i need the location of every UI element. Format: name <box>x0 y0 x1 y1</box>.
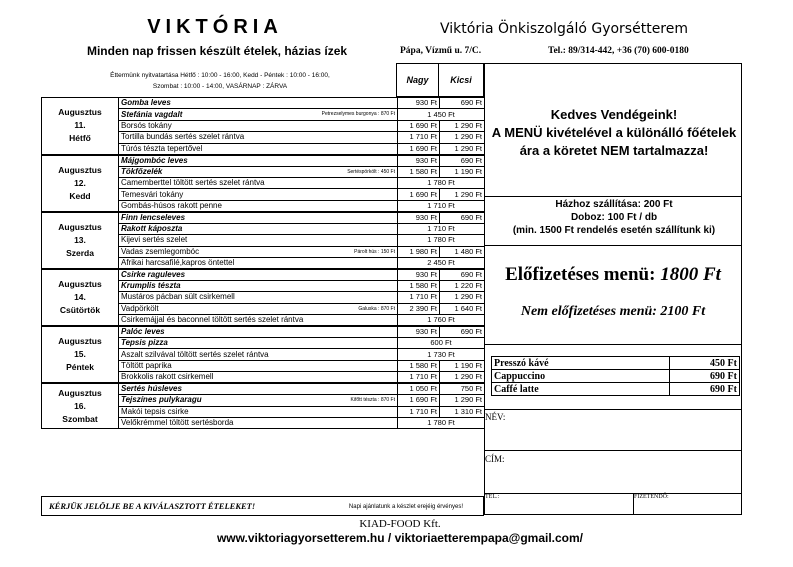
address-field[interactable] <box>484 450 742 494</box>
price-single: 1 760 Ft <box>398 315 485 327</box>
dish-name-text: Krumplis tészta <box>121 281 181 291</box>
dish-name <box>119 155 398 167</box>
opening-hours <box>70 70 370 92</box>
dish-name-text: Aszalt szilvával töltött sertés szelet rántva <box>121 349 269 359</box>
price-large: 930 Ft <box>398 98 440 109</box>
drink-name: Presszó kávé <box>492 357 670 370</box>
day-label <box>42 98 119 155</box>
side-note: Petrezselymes burgonya : 870 Ft <box>321 111 395 118</box>
price-large: 930 Ft <box>398 326 440 338</box>
price-small: 690 Ft <box>440 98 485 109</box>
day-label-line: Augusztus <box>58 278 102 289</box>
dish-name <box>119 292 398 303</box>
day-label <box>42 326 119 383</box>
side-note: Kifőtt tészta : 870 Ft <box>350 397 395 404</box>
dish-name-text: Tejszínes pulykaragu <box>121 395 202 405</box>
price-small: 1 480 Ft <box>440 246 485 257</box>
price-small: 1 290 Ft <box>440 143 485 155</box>
day-label-line: Szombat <box>62 413 98 424</box>
price-large: 1 710 Ft <box>398 292 440 303</box>
drink-price: 450 Ft <box>670 357 740 370</box>
drink-name: Cappuccino <box>492 370 670 383</box>
dish-name-text: Camemberttel töltött sertés szelet rántva <box>121 178 265 188</box>
subscription-menu-price <box>484 264 742 286</box>
day-label-line: Szerda <box>66 247 94 258</box>
dish-name-text: Vadpörkölt <box>121 303 159 313</box>
menu-row[interactable] <box>42 212 485 224</box>
side-note: Sertéspörkölt : 450 Ft <box>347 168 395 175</box>
dish-name <box>119 189 398 200</box>
slogan: Minden nap frissen készült ételek, házias ízek <box>86 44 348 58</box>
dish-name-text: Csirke raguleves <box>121 269 186 279</box>
offer-note: Napi ajánlatunk a készlet erejéig érvényes! <box>348 504 463 510</box>
price-single: 1 780 Ft <box>398 177 485 188</box>
dish-name <box>119 360 398 371</box>
menu-row[interactable] <box>42 326 485 338</box>
day-label-line: 12. <box>74 177 86 188</box>
price-small: 1 290 Ft <box>440 372 485 384</box>
price-single: 2 450 Ft <box>398 257 485 269</box>
dish-name <box>119 349 398 360</box>
dish-name <box>119 98 398 109</box>
drink-row[interactable] <box>492 383 740 396</box>
price-large: 1 710 Ft <box>398 372 440 384</box>
dish-name <box>119 418 398 429</box>
dish-name-text: Finn lencseleves <box>121 212 186 222</box>
price-small: 1 290 Ft <box>440 189 485 200</box>
menu-row[interactable] <box>42 98 485 109</box>
dish-name-text: Gomba leves <box>121 98 171 108</box>
dish-name-text: Velőkrémmel töltött sertésborda <box>121 418 234 428</box>
price-large: 1 580 Ft <box>398 166 440 177</box>
price-large: 1 980 Ft <box>398 246 440 257</box>
dish-name <box>119 326 398 338</box>
delivery-text <box>487 198 741 237</box>
price-small: 1 290 Ft <box>440 132 485 143</box>
price-large: 1 050 Ft <box>398 383 440 395</box>
subscription-label: Előfizetéses menü: <box>505 264 656 285</box>
price-large: 1 580 Ft <box>398 360 440 371</box>
price-small: 690 Ft <box>440 155 485 167</box>
column-header-small: Kicsi <box>438 63 484 97</box>
dish-name-text: Brokkolis rakott csirkemell <box>121 372 214 382</box>
dish-name-text: Tökfőzelék <box>121 166 163 176</box>
name-field[interactable] <box>484 409 742 451</box>
price-large: 1 690 Ft <box>398 120 440 131</box>
side-note: Párolt hús : 150 Ft <box>354 248 395 255</box>
dish-name <box>119 280 398 291</box>
price-small: 1 190 Ft <box>440 166 485 177</box>
price-large: 1 580 Ft <box>398 280 440 291</box>
day-label-line: Augusztus <box>58 387 102 398</box>
company-name: KIAD-FOOD Kft. <box>359 518 441 530</box>
price-large: 1 690 Ft <box>398 395 440 406</box>
dish-name <box>119 269 398 281</box>
name-label: NÉV: <box>485 412 506 422</box>
dish-name <box>119 257 398 269</box>
dish-name <box>119 406 398 417</box>
column-header-large: Nagy <box>396 63 439 97</box>
dish-name-text: Sertés húsleves <box>121 384 182 394</box>
day-label <box>42 212 119 269</box>
price-large: 930 Ft <box>398 212 440 224</box>
price-single: 1 710 Ft <box>398 223 485 234</box>
subscription-price: 1800 Ft <box>660 264 721 285</box>
dish-name <box>119 315 398 327</box>
notice-line2: A MENÜ kivételével a különálló főételek ára a köretet NEM tartalmazza! <box>491 125 737 158</box>
dish-name <box>119 132 398 143</box>
dish-name-text: Tortilla bundás sertés szelet rántva <box>121 132 245 142</box>
day-label-line: Augusztus <box>58 107 102 118</box>
dish-name <box>119 143 398 155</box>
day-label-line: 16. <box>74 400 86 411</box>
restaurant-name: Viktória Önkiszolgáló Gyorsétterem <box>440 21 689 37</box>
day-label-line: Hétfő <box>69 133 91 144</box>
price-small: 690 Ft <box>440 326 485 338</box>
dish-name-text: Töltött paprika <box>121 361 172 371</box>
price-small: 690 Ft <box>440 269 485 281</box>
day-label-line: Kedd <box>69 190 91 201</box>
price-single: 1 730 Ft <box>398 349 485 360</box>
price-single: 1 780 Ft <box>398 235 485 246</box>
dish-name-text: Afrikai harcsafilé,kapros öntettel <box>121 257 235 267</box>
day-label-line: 11. <box>74 120 86 131</box>
delivery-line2: Doboz: 100 Ft / db <box>570 212 658 223</box>
dish-name <box>119 395 398 406</box>
day-label-line: Augusztus <box>58 336 102 347</box>
dish-name-text: Stefánia vagdalt <box>121 109 183 119</box>
address: Pápa, Vízmű u. 7/C. <box>400 46 482 56</box>
price-small: 1 190 Ft <box>440 360 485 371</box>
price-single: 1 710 Ft <box>398 200 485 212</box>
dish-name <box>119 235 398 246</box>
price-large: 1 710 Ft <box>398 132 440 143</box>
payment-label: FIZETENDŐ: <box>634 494 669 500</box>
dish-name-text: Makói tepsis csirke <box>121 406 189 416</box>
dish-name <box>119 338 398 349</box>
dish-name-text: Túrós tészta tepertővel <box>121 143 203 153</box>
day-label-line: Augusztus <box>58 164 102 175</box>
subscription-box <box>484 245 742 345</box>
price-large: 930 Ft <box>398 155 440 167</box>
dish-name <box>119 177 398 188</box>
menu-row[interactable] <box>42 269 485 281</box>
tel-label: TEL.: <box>485 494 500 500</box>
dish-name-text: Csirkemájjal és baconnel töltött sertés szelet rántva <box>121 315 304 325</box>
notice-text <box>487 106 741 160</box>
dish-name <box>119 166 398 177</box>
select-note: KÉRJÜK JELÖLJE BE A KIVÁLASZTOTT ÉTELEKET! <box>49 501 256 511</box>
dish-name-text: Rakott káposzta <box>121 223 183 233</box>
dish-name <box>119 120 398 131</box>
price-small: 1 290 Ft <box>440 120 485 131</box>
dish-name-text: Temesvári tokány <box>121 189 184 199</box>
day-label-line: 14. <box>74 291 86 302</box>
price-large: 1 690 Ft <box>398 143 440 155</box>
notice-line1: Kedves Vendégeink! <box>550 107 678 122</box>
opening-hours-line2: Szombat : 10:00 - 14:00, VASÁRNAP : ZÁRVA <box>152 83 288 90</box>
phone: Tel.: 89/314-442, +36 (70) 600-0180 <box>548 46 689 56</box>
price-large: 1 710 Ft <box>398 406 440 417</box>
dish-name-text: Mustáros pácban sült csirkemell <box>121 292 235 302</box>
dish-name <box>119 212 398 224</box>
drink-name: Caffé latte <box>492 383 670 396</box>
price-small: 1 640 Ft <box>440 303 485 314</box>
day-label <box>42 383 119 429</box>
drinks-table <box>491 356 740 396</box>
dish-name <box>119 372 398 384</box>
side-note: Galuska : 870 Ft <box>358 305 395 312</box>
nonsubscription-menu-price: Nem előfizetéses menü: 2100 Ft <box>520 304 706 319</box>
day-label-line: 13. <box>74 234 86 245</box>
price-small: 750 Ft <box>440 383 485 395</box>
menu-table <box>41 97 485 429</box>
price-large: 1 690 Ft <box>398 189 440 200</box>
drink-row[interactable] <box>492 370 740 383</box>
day-label-line: Péntek <box>66 362 94 373</box>
dish-name <box>119 200 398 212</box>
website-line: www.viktoriagyorsetterem.hu / viktoriaetterempapa@gmail.com/ <box>216 531 584 545</box>
day-label <box>42 155 119 212</box>
price-small: 1 290 Ft <box>440 292 485 303</box>
dish-name <box>119 303 398 314</box>
dish-name <box>119 246 398 257</box>
price-large: 930 Ft <box>398 269 440 281</box>
footer-bar <box>41 496 484 516</box>
price-large: 2 390 Ft <box>398 303 440 314</box>
price-small: 1 310 Ft <box>440 406 485 417</box>
delivery-line3: (min. 1500 Ft rendelés esetén szállítunk ki) <box>512 225 716 236</box>
day-label-line: 15. <box>74 349 86 360</box>
drink-row[interactable] <box>492 357 740 370</box>
price-single: 600 Ft <box>398 338 485 349</box>
price-single: 1 450 Ft <box>398 109 485 120</box>
price-small: 690 Ft <box>440 212 485 224</box>
dish-name <box>119 109 398 120</box>
price-small: 1 290 Ft <box>440 395 485 406</box>
drink-price: 690 Ft <box>670 383 740 396</box>
menu-row[interactable] <box>42 155 485 167</box>
menu-row[interactable] <box>42 383 485 395</box>
day-label-line: Csütörtök <box>59 304 101 315</box>
tel-field[interactable] <box>484 493 634 515</box>
address-label: CÍM: <box>485 454 505 464</box>
opening-hours-line1: Éttermünk nyitvatartása Hétfő : 10:00 - 16:00, Kedd - Péntek : 10:00 - 16:00, <box>110 72 330 79</box>
drink-price: 690 Ft <box>670 370 740 383</box>
brand-title: VIKTÓRIA <box>147 16 283 38</box>
dish-name-text: Kijevi sertés szelet <box>121 235 188 245</box>
day-label <box>42 269 119 326</box>
dish-name-text: Tepsis pizza <box>121 338 168 348</box>
dish-name <box>119 383 398 395</box>
dish-name-text: Vadas zsemlegombóc <box>121 246 200 256</box>
dish-name-text: Gombás-húsos rakott penne <box>121 200 222 210</box>
price-small: 1 220 Ft <box>440 280 485 291</box>
dish-name-text: Palóc leves <box>121 327 165 337</box>
day-label-line: Augusztus <box>58 221 102 232</box>
dish-name <box>119 223 398 234</box>
delivery-line1: Házhoz szállítása: 200 Ft <box>555 199 673 210</box>
dish-name-text: Májgombóc leves <box>121 155 188 165</box>
price-single: 1 780 Ft <box>398 418 485 429</box>
dish-name-text: Borsós tokány <box>121 120 172 130</box>
